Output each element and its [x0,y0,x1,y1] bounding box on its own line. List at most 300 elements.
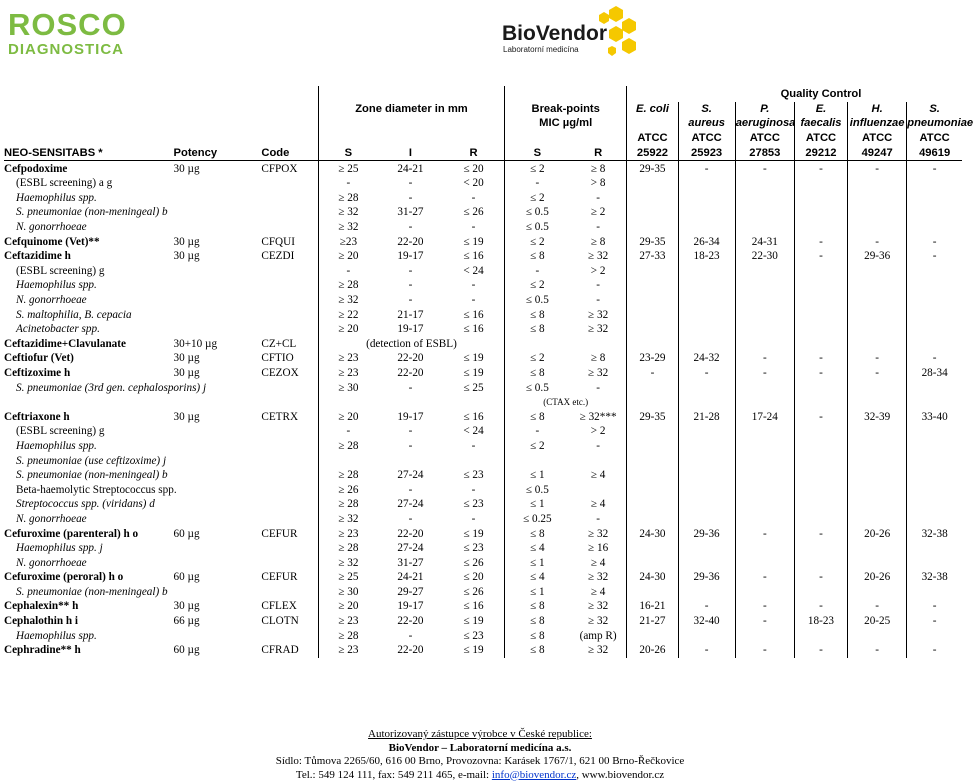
drug-name-cell: S. pneumoniae (non-meningeal) b [4,468,174,483]
qc-col-2-l1: S. [678,102,735,117]
mic-r-cell: ≥ 32 [570,614,627,629]
zone-s-cell: ≥ 28 [319,468,378,483]
qc-range-cell: - [848,351,907,366]
code-cell [261,205,318,220]
email-link[interactable]: info@biovendor.cz [492,769,576,781]
code-cell [261,322,318,337]
qc-col-3-l3: ATCC [735,131,794,146]
mic-r-cell: ≥ 4 [570,468,627,483]
qc-range-cell [735,482,794,497]
drug-name-cell: S. maltophilia, B. cepacia [4,307,174,322]
zone-i-cell: 19-17 [378,322,443,337]
drug-name-cell: Streptococcus spp. (viridans) d [4,497,174,512]
qc-range-cell [848,628,907,643]
potency-cell [174,468,262,483]
qc-col-5-l1: H. [848,102,907,117]
zone-s-cell: ≥ 23 [319,351,378,366]
drug-name-cell: Acinetobacter spp. [4,322,174,337]
code-cell [261,512,318,527]
mic-r-cell: ≥ 32 [570,570,627,585]
potency-cell [174,439,262,454]
col-header-zone-s: S [319,146,378,161]
mic-s-cell: ≤ 8 [504,409,569,424]
mic-s-cell: ≤ 4 [504,541,569,556]
code-cell [261,541,318,556]
code-cell [261,439,318,454]
drug-name-cell: Haemophilus spp. [4,191,174,206]
mic-s-cell: ≤ 0.5 [504,220,569,235]
table-row [4,249,962,264]
potency-cell: 30 µg [174,351,262,366]
qc-range-cell [794,497,847,512]
zone-i-cell: - [378,278,443,293]
footer-line-4 [0,769,960,782]
qc-range-cell [907,191,962,206]
zone-r-cell: < 24 [443,264,504,279]
code-cell: CZ+CL [261,337,318,352]
mic-r-cell [570,453,627,468]
qc-range-cell [848,585,907,600]
qc-col-6-l3: ATCC [907,131,962,146]
qc-range-cell [848,205,907,220]
qc-range-cell [627,191,678,206]
zone-s-cell: - [319,424,378,439]
drug-name-cell: Beta-haemolytic Streptococcus spp. [4,482,174,497]
table-row [4,555,962,570]
table-row [4,424,962,439]
mic-r-cell: - [570,220,627,235]
qc-range-cell [848,512,907,527]
drug-name-cell: N. gonorrhoeae [4,555,174,570]
potency-cell [174,322,262,337]
mic-r-cell: ≥ 8 [570,234,627,249]
qc-range-cell [735,585,794,600]
qc-range-cell [735,512,794,527]
zone-s-cell: ≥ 32 [319,293,378,308]
zone-i-cell: - [378,380,443,395]
potency-cell [174,541,262,556]
drug-name-cell: Cefpodoxime [4,161,174,176]
qc-range-cell: 32-38 [907,570,962,585]
qc-range-cell [794,220,847,235]
mic-s-cell [504,337,569,352]
biovendor-logo [500,4,640,62]
zone-r-cell: - [443,191,504,206]
mic-note-cell: (CTAX etc.) [504,395,627,410]
qc-range-cell: - [794,366,847,381]
zone-i-cell: 31-27 [378,555,443,570]
table-row [4,380,962,395]
mic-r-cell: ≥ 4 [570,497,627,512]
qc-range-cell: 18-23 [678,249,735,264]
zone-s-cell: ≥ 32 [319,555,378,570]
qc-range-cell [907,439,962,454]
potency-cell [174,293,262,308]
mic-s-cell: ≤ 0.25 [504,512,569,527]
qc-range-cell: 24-32 [678,351,735,366]
qc-range-cell [627,337,678,352]
drug-name-cell: N. gonorrhoeae [4,293,174,308]
table-row [4,497,962,512]
qc-range-cell: - [794,351,847,366]
table-row [4,512,962,527]
zone-s-cell: ≥ 23 [319,526,378,541]
qc-range-cell [678,264,735,279]
qc-range-cell: - [627,366,678,381]
table-row [4,570,962,585]
mic-s-cell: ≤ 2 [504,278,569,293]
zone-r-cell: < 20 [443,176,504,191]
code-cell [261,628,318,643]
qc-range-cell: - [794,249,847,264]
code-cell [261,424,318,439]
qc-range-cell [794,585,847,600]
zone-i-cell [378,395,443,410]
mic-s-cell: ≤ 1 [504,497,569,512]
qc-range-cell [735,307,794,322]
qc-range-cell [907,337,962,352]
drug-name-cell: Cefuroxime (peroral) h o [4,570,174,585]
qc-range-cell [907,307,962,322]
qc-range-cell [794,322,847,337]
qc-range-cell [794,541,847,556]
qc-range-cell: - [907,643,962,658]
drug-name-cell: Ceftizoxime h [4,366,174,381]
code-cell: CEZOX [261,366,318,381]
zone-r-cell: ≤ 16 [443,249,504,264]
qc-range-cell: 21-27 [627,614,678,629]
qc-range-cell: - [794,409,847,424]
mic-r-cell: - [570,191,627,206]
qc-range-cell: - [907,614,962,629]
qc-range-cell: 32-40 [678,614,735,629]
code-cell: CETRX [261,409,318,424]
zone-r-cell: ≤ 26 [443,555,504,570]
potency-cell: 30 µg [174,409,262,424]
col-header-zone-i: I [378,146,443,161]
drug-name-cell: N. gonorrhoeae [4,512,174,527]
drug-name-cell: Haemophilus spp. [4,278,174,293]
qc-range-cell [678,555,735,570]
qc-range-cell: - [735,366,794,381]
zone-s-cell: ≥ 32 [319,205,378,220]
qc-range-cell: - [735,570,794,585]
zone-s-cell: ≥ 23 [319,366,378,381]
code-cell: CEFUR [261,570,318,585]
zone-s-cell: - [319,176,378,191]
mic-title: MIC µg/ml [504,117,627,132]
table-row [4,351,962,366]
drug-name-cell: Haemophilus spp. [4,439,174,454]
qc-range-cell [794,264,847,279]
potency-cell: 30+10 µg [174,337,262,352]
qc-range-cell [627,176,678,191]
col-header-name: NEO-SENSITABS * [4,146,174,161]
drug-name-cell [4,395,174,410]
zone-r-cell: ≤ 23 [443,497,504,512]
qc-range-cell: - [907,161,962,176]
qc-range-cell [678,322,735,337]
zone-s-cell: ≥ 26 [319,482,378,497]
mic-r-cell: - [570,512,627,527]
qc-range-cell [735,395,794,410]
qc-range-cell: - [735,161,794,176]
zone-s-cell: ≥ 32 [319,220,378,235]
qc-range-cell [794,395,847,410]
zone-r-cell: ≤ 19 [443,614,504,629]
mic-s-cell: ≤ 0.5 [504,205,569,220]
drug-name-cell: S. pneumoniae (3rd gen. cephalosporins) j [4,380,174,395]
quality-control-title: Quality Control [735,86,907,102]
zone-i-cell: 22-20 [378,643,443,658]
code-cell: CEZDI [261,249,318,264]
qc-range-cell [848,278,907,293]
zone-i-cell: - [378,176,443,191]
qc-range-cell [735,541,794,556]
zone-r-cell [443,453,504,468]
qc-range-cell [907,555,962,570]
qc-range-cell: 29-36 [678,526,735,541]
footer-contact: Tel.: 549 124 111, fax: 549 211 465, e-mail: [296,769,492,781]
table-row [4,614,962,629]
zone-r-cell: ≤ 25 [443,380,504,395]
potency-cell [174,191,262,206]
zone-r-cell: - [443,278,504,293]
qc-range-cell [678,380,735,395]
qc-range-cell [848,439,907,454]
zone-r-cell: ≤ 19 [443,366,504,381]
biovendor-logo-name: BioVendor [502,22,607,46]
zone-i-cell: 29-27 [378,585,443,600]
qc-range-cell: - [848,234,907,249]
qc-col-5-l3: ATCC [848,131,907,146]
qc-range-cell [735,278,794,293]
qc-range-cell [794,176,847,191]
table-header [4,86,962,161]
qc-range-cell [848,293,907,308]
qc-range-cell [907,585,962,600]
zone-i-cell: 22-20 [378,526,443,541]
qc-col-6-l1: S. [907,102,962,117]
qc-range-cell: 24-30 [627,526,678,541]
zone-i-cell: 22-20 [378,614,443,629]
zone-r-cell: < 24 [443,424,504,439]
qc-range-cell: - [735,351,794,366]
zone-s-cell: ≥ 28 [319,497,378,512]
col-header-mic-r: R [570,146,627,161]
qc-range-cell [627,468,678,483]
mic-s-cell: ≤ 1 [504,585,569,600]
qc-range-cell: 20-26 [848,570,907,585]
code-cell [261,293,318,308]
zone-s-cell: ≥23 [319,234,378,249]
table-row [4,468,962,483]
mic-r-cell: - [570,439,627,454]
qc-range-cell [794,555,847,570]
zone-i-cell: - [378,264,443,279]
code-cell: CFPOX [261,161,318,176]
mic-r-cell: ≥ 8 [570,351,627,366]
zone-span-cell: (detection of ESBL) [319,337,505,352]
mic-r-cell: ≥ 4 [570,585,627,600]
zone-i-cell: - [378,512,443,527]
zone-s-cell: ≥ 28 [319,191,378,206]
mic-r-cell: - [570,278,627,293]
qc-range-cell [678,585,735,600]
zone-i-cell: 27-24 [378,497,443,512]
code-cell [261,191,318,206]
qc-range-cell [627,482,678,497]
qc-range-cell [678,482,735,497]
table-row [4,409,962,424]
mic-s-cell: ≤ 8 [504,614,569,629]
qc-range-cell [794,278,847,293]
qc-range-cell [678,395,735,410]
drug-name-cell: Ceftazidime+Clavulanate [4,337,174,352]
zone-i-cell: 27-24 [378,541,443,556]
code-cell [261,497,318,512]
footer-line-2: BioVendor – Laboratorní medicína a.s. [0,742,960,756]
qc-col-3-l2: aeruginosa [735,117,794,132]
qc-range-cell [794,307,847,322]
qc-range-cell [735,497,794,512]
qc-range-cell: - [735,599,794,614]
zone-s-cell: ≥ 28 [319,278,378,293]
mic-s-cell: ≤ 0.5 [504,380,569,395]
zone-r-cell [443,395,504,410]
drug-name-cell: Cefuroxime (parenteral) h o [4,526,174,541]
code-cell [261,264,318,279]
mic-r-cell: > 8 [570,176,627,191]
qc-col-1-l2 [627,117,678,132]
qc-range-cell: 33-40 [907,409,962,424]
mic-r-cell: - [570,380,627,395]
qc-col-6-l2: pneumoniae [907,117,962,132]
qc-range-cell [627,541,678,556]
mic-r-cell: ≥ 8 [570,161,627,176]
qc-range-cell [627,307,678,322]
zone-r-cell: ≤ 23 [443,541,504,556]
qc-range-cell [848,424,907,439]
drug-name-cell: Haemophilus spp. [4,628,174,643]
zone-r-cell: ≤ 16 [443,599,504,614]
table-row [4,293,962,308]
qc-range-cell: - [735,643,794,658]
table-row [4,307,962,322]
qc-range-cell [678,439,735,454]
col-header-potency: Potency [174,146,262,161]
mic-r-cell: ≥ 32 [570,249,627,264]
qc-range-cell: 20-26 [848,526,907,541]
zone-i-cell: 24-21 [378,570,443,585]
zone-s-cell: ≥ 22 [319,307,378,322]
mic-r-cell: ≥ 32 [570,322,627,337]
rosco-logo-name: ROSCO [8,10,158,40]
potency-cell: 60 µg [174,570,262,585]
qc-range-cell: - [735,526,794,541]
potency-cell [174,585,262,600]
table-row [4,439,962,454]
code-cell: CFRAD [261,643,318,658]
mic-s-cell: ≤ 2 [504,161,569,176]
zone-s-cell: ≥ 28 [319,628,378,643]
qc-range-cell [848,468,907,483]
potency-cell [174,453,262,468]
qc-range-cell [794,293,847,308]
qc-range-cell: - [794,643,847,658]
qc-col-4-l4: 29212 [794,146,847,161]
potency-cell: 60 µg [174,526,262,541]
qc-range-cell [907,628,962,643]
potency-cell [174,176,262,191]
table-row [4,599,962,614]
drug-name-cell: S. pneumoniae (use ceftizoxime) j [4,453,174,468]
qc-col-3-l1: P. [735,102,794,117]
mic-r-cell: > 2 [570,264,627,279]
qc-range-cell [794,191,847,206]
table-row [4,337,962,352]
rosco-logo-sub: DIAGNOSTICA [8,42,158,58]
qc-range-cell [907,264,962,279]
zone-i-cell: - [378,293,443,308]
mic-s-cell: ≤ 8 [504,628,569,643]
mic-s-cell: ≤ 8 [504,322,569,337]
mic-s-cell: ≤ 8 [504,366,569,381]
qc-range-cell [794,512,847,527]
zone-r-cell: ≤ 16 [443,307,504,322]
zone-s-cell: ≥ 23 [319,643,378,658]
zone-s-cell: ≥ 20 [319,322,378,337]
qc-range-cell: - [907,351,962,366]
mic-s-cell: ≤ 8 [504,599,569,614]
potency-cell [174,278,262,293]
zone-i-cell: 19-17 [378,249,443,264]
drug-name-cell: N. gonorrhoeae [4,220,174,235]
qc-range-cell [794,468,847,483]
code-cell [261,453,318,468]
table-row [4,366,962,381]
qc-range-cell: - [678,599,735,614]
zone-r-cell: ≤ 20 [443,161,504,176]
zone-i-cell: - [378,482,443,497]
drug-name-cell: Ceftiofur (Vet) [4,351,174,366]
drug-name-cell: Cephalothin h i [4,614,174,629]
mic-s-cell [504,453,569,468]
code-cell: CLOTN [261,614,318,629]
potency-cell: 60 µg [174,643,262,658]
qc-range-cell [794,453,847,468]
code-cell [261,176,318,191]
zone-s-cell: ≥ 28 [319,439,378,454]
qc-range-cell [848,264,907,279]
table-row [4,161,962,176]
qc-range-cell [907,468,962,483]
qc-range-cell [678,191,735,206]
col-header-mic-s: S [504,146,569,161]
break-points-title: Break-points [504,102,627,117]
table-row [4,585,962,600]
qc-range-cell: 28-34 [907,366,962,381]
qc-range-cell: - [907,599,962,614]
zone-r-cell: ≤ 26 [443,585,504,600]
zone-r-cell: ≤ 19 [443,526,504,541]
qc-range-cell [678,628,735,643]
zone-s-cell: ≥ 25 [319,161,378,176]
potency-cell: 30 µg [174,161,262,176]
zone-i-cell: - [378,439,443,454]
potency-cell [174,395,262,410]
potency-cell: 30 µg [174,249,262,264]
